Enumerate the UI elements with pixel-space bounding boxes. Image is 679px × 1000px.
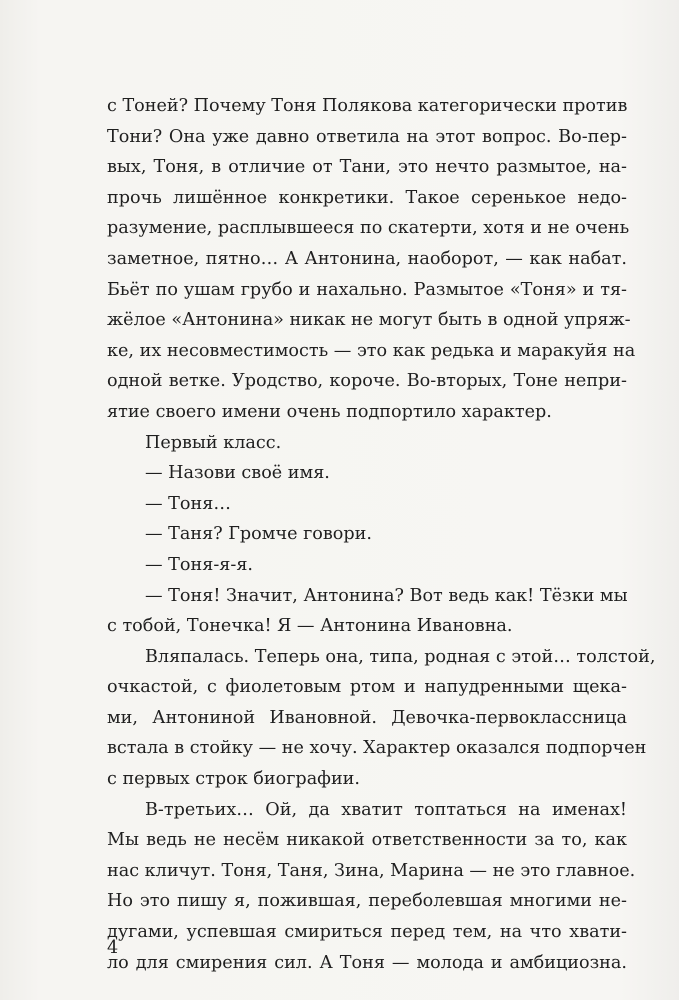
text-line: заметное, пятно… А Антонина, наоборот, — как набат. (107, 248, 627, 269)
text-line: нас кличут. Тоня, Таня, Зина, Марина — не это главное. (107, 860, 636, 881)
text-line: с первых строк биографии. (107, 769, 360, 790)
paragraph-first-line: Вляпалась. Теперь она, типа, родная с этой… толстой, (145, 646, 656, 667)
text-line: Мы ведь не несём никакой ответственности за то, как (107, 830, 627, 851)
body-text (107, 91, 656, 978)
dialogue-line: — Тоня… (145, 493, 231, 514)
text-line: встала в стойку — не хочу. Характер оказался подпорчен (107, 738, 647, 759)
text-line: дугами, успевшая смириться перед тем, на что хвати- (107, 922, 627, 943)
text-line: ми, Антониной Ивановной. Девочка-первоклассница (107, 707, 627, 728)
text-line: вых, Тоня, в отличие от Тани, это нечто размытое, на- (107, 157, 627, 178)
text-line: жёлое «Антонина» никак не могут быть в одной упряж- (107, 310, 631, 331)
text-line: Бьёт по ушам грубо и нахально. Размытое «Тоня» и тя- (107, 279, 627, 300)
page-number: 4 (107, 938, 119, 958)
text-line: разумение, расплывшееся по скатерти, хотя и не очень (107, 218, 630, 239)
dialogue-line: — Назови своё имя. (145, 463, 330, 484)
dialogue-line: — Таня? Громче говори. (145, 524, 372, 545)
text-line: ке, их несовместимость — это как редька и маракуйя на (107, 340, 636, 361)
text-line: Тони? Она уже давно ответила на этот вопрос. Во-пер- (107, 126, 627, 147)
paragraph-first-line: Первый класс. (145, 432, 282, 453)
text-line: ятие своего имени очень подпортило характер. (107, 401, 552, 422)
text-line: прочь лишённое конкретики. Такое серенькое недо- (107, 187, 627, 208)
paragraph-first-line: В-третьих… Ой, да хватит топтаться на именах! (145, 799, 627, 820)
text-line: с Тоней? Почему Тоня Полякова категорически против (107, 96, 628, 116)
text-line: очкастой, с фиолетовым ртом и напудренными щека- (107, 677, 627, 698)
text-line: Но это пишу я, пожившая, переболевшая многими не- (107, 891, 627, 912)
dialogue-line: — Тоня-я-я. (145, 554, 254, 575)
text-line: с тобой, Тонечка! Я — Антонина Ивановна. (107, 616, 513, 637)
text-line: ло для смирения сил. А Тоня — молода и амбициозна. (107, 952, 627, 973)
text-line: одной ветке. Уродство, короче. Во-вторых, Тоне непри- (107, 371, 627, 392)
dialogue-line: — Тоня! Значит, Антонина? Вот ведь как! Тёзки мы (145, 585, 628, 606)
